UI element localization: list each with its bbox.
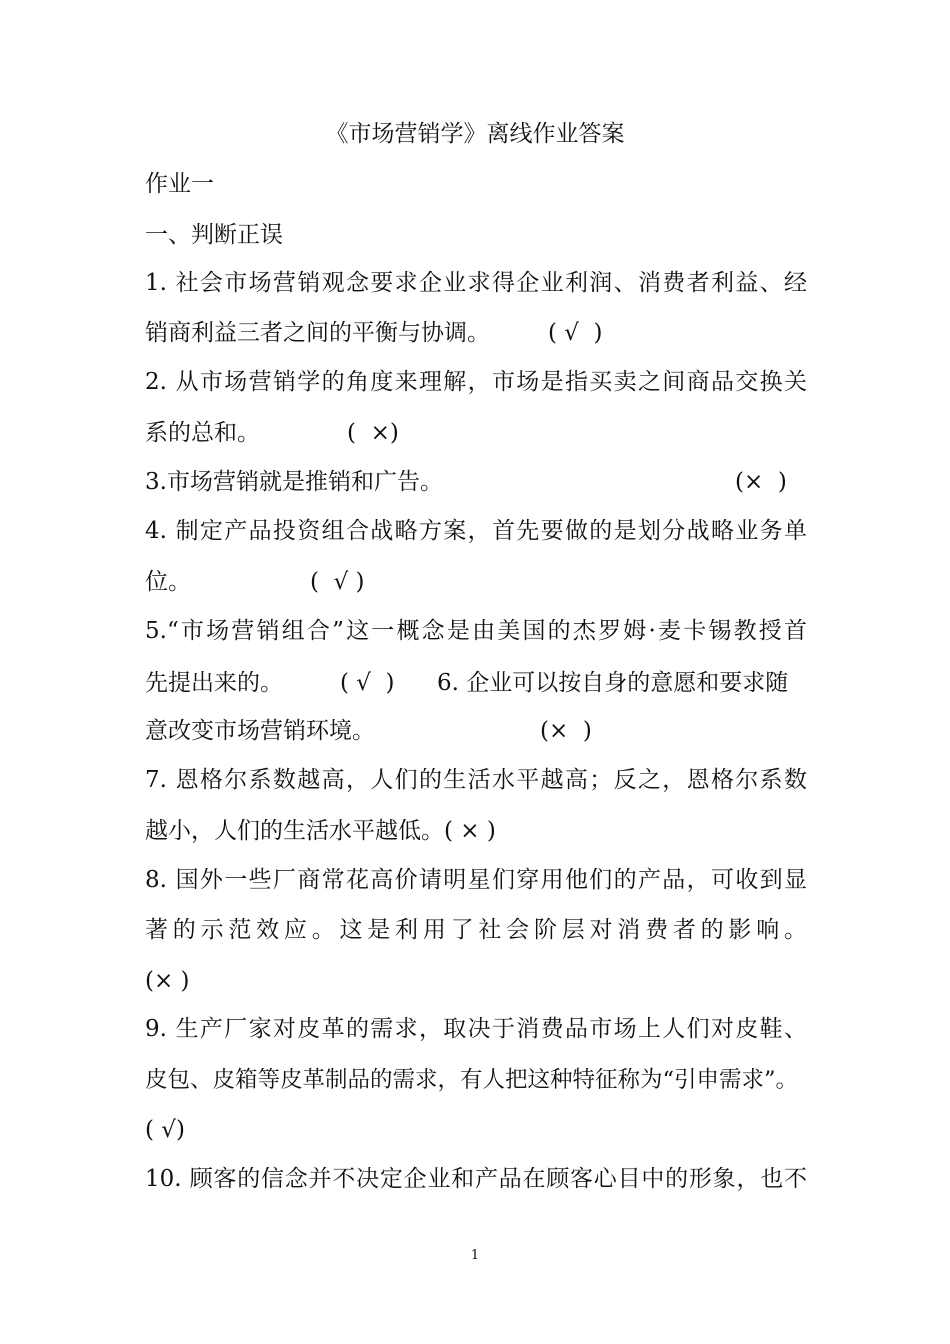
question-1-line-1: 1. 社会市场营销观念要求企业求得企业利润、消费者利益、经: [145, 270, 807, 296]
question-7-line-1: 7. 恩格尔系数越高，人们的生活水平越高；反之，恩格尔系数: [145, 767, 807, 793]
question-8-line-2: 著的示范效应。这是利用了社会阶层对消费者的影响。: [145, 917, 807, 943]
question-2-line-1: 2. 从市场营销学的角度来理解，市场是指买卖之间商品交换关: [145, 369, 807, 395]
question-4-answer: ( √ ): [310, 569, 365, 595]
question-8-line-1: 8. 国外一些厂商常花高价请明星们穿用他们的产品，可收到显: [145, 867, 807, 893]
question-1-line-2: 销商利益三者之间的平衡与协调。: [145, 320, 490, 346]
question-6-line-1: 6. 企业可以按自身的意愿和要求随: [437, 670, 789, 696]
question-6-answer: (× ): [540, 718, 592, 744]
question-5-answer: ( √ ): [340, 670, 395, 696]
question-9-answer: ( √): [145, 1117, 185, 1143]
question-2-answer: ( ×): [347, 420, 399, 446]
question-10-line-1: 10. 顾客的信念并不决定企业和产品在顾客心目中的形象，也不: [145, 1166, 807, 1192]
question-3: 3.市场营销就是推销和广告。: [145, 469, 443, 495]
question-7-line-2: 越小，人们的生活水平越低。( × ): [145, 818, 496, 844]
question-5-line-1: 5.“市场营销组合”这一概念是由美国的杰罗姆·麦卡锡教授首: [145, 618, 807, 644]
question-9-line-1: 9. 生产厂家对皮革的需求，取决于消费品市场上人们对皮鞋、: [145, 1016, 807, 1042]
page-number: 1: [470, 1248, 480, 1263]
question-9-line-2: 皮包、皮箱等皮革制品的需求，有人把这种特征称为“引申需求”。: [145, 1067, 799, 1093]
question-6-line-2: 意改变市场营销环境。: [145, 718, 375, 744]
question-4-line-2: 位。: [145, 569, 191, 595]
assignment-heading: 作业一: [145, 171, 214, 197]
document-title: 《市场营销学》离线作业答案: [325, 121, 625, 147]
question-8-answer: (× ): [145, 968, 190, 994]
question-3-answer: (× ): [735, 469, 787, 495]
question-5-line-2: 先提出来的。: [145, 670, 283, 696]
question-4-line-1: 4. 制定产品投资组合战略方案，首先要做的是划分战略业务单: [145, 518, 807, 544]
question-2-line-2: 系的总和。: [145, 420, 260, 446]
question-1-answer: ( √ ): [548, 320, 603, 346]
section-heading: 一、判断正误: [145, 222, 283, 248]
